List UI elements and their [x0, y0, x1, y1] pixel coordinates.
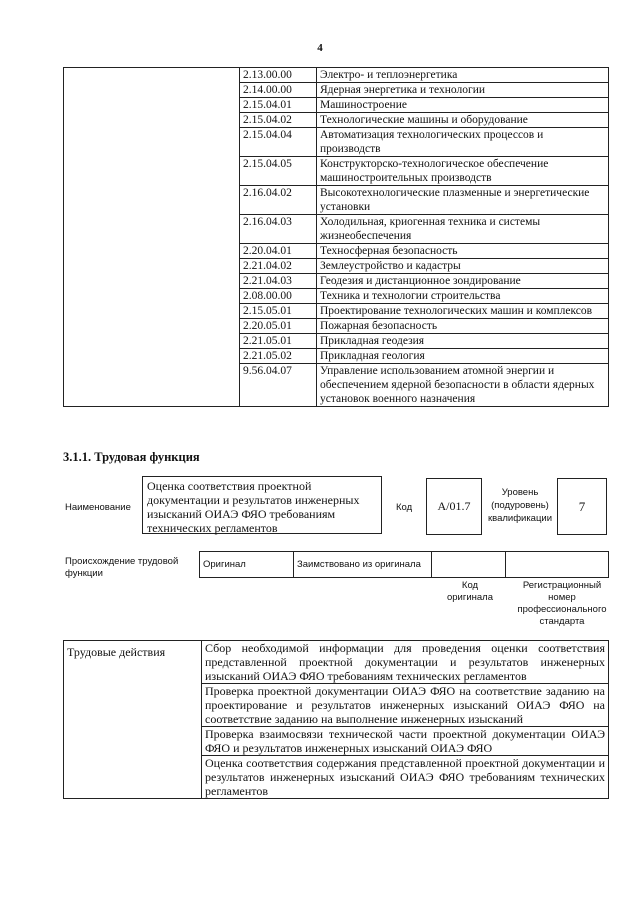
labor-actions-table	[63, 640, 609, 799]
actions-label: Трудовые действия	[64, 641, 202, 799]
action-item: Проверка проектной документации ОИАЭ ФЯО на соответствие заданию на проектирование и результатов инженерных изысканий ОИАЭ ФЯО на соответствие заданию на выполнение инженерных изысканий	[202, 684, 609, 727]
code-cell: 2.13.00.00	[240, 68, 317, 83]
table-row	[200, 552, 609, 578]
origin-original-cell: Оригинал	[200, 552, 294, 578]
code-cell: 2.15.05.01	[240, 304, 317, 319]
education-codes-table	[63, 67, 609, 407]
code-cell: 2.16.04.03	[240, 215, 317, 244]
name-cell: Высокотехнологические плазменные и энергетические установки	[317, 186, 609, 215]
function-name-box: Оценка соответствия проектной документации и результатов инженерных изысканий ОИАЭ ФЯО требованиям технических регламентов	[142, 476, 382, 534]
table-row	[64, 641, 609, 684]
name-label: Наименование	[65, 502, 131, 513]
origin-reg-caption: Регистрационный номер профессионального стандарта	[517, 580, 607, 627]
name-cell: Автоматизация технологических процессов и производств	[317, 128, 609, 157]
name-cell: Холодильная, криогенная техника и системы жизнеобеспечения	[317, 215, 609, 244]
name-cell: Ядерная энергетика и технологии	[317, 83, 609, 98]
code-cell: 2.21.05.01	[240, 334, 317, 349]
name-cell: Электро- и теплоэнергетика	[317, 68, 609, 83]
name-cell: Конструкторско-технологическое обеспечение машиностроительных производств	[317, 157, 609, 186]
origin-label: Происхождение трудовой функции	[65, 556, 179, 579]
code-cell: 9.56.04.07	[240, 364, 317, 407]
name-cell: Проектирование технологических машин и комплексов	[317, 304, 609, 319]
origin-code-cell	[432, 552, 506, 578]
name-cell: Машиностроение	[317, 98, 609, 113]
level-label: Уровень (подуровень) квалификации	[487, 487, 553, 524]
code-cell: 2.21.05.02	[240, 349, 317, 364]
name-cell: Технологические машины и оборудование	[317, 113, 609, 128]
code-cell: 2.14.00.00	[240, 83, 317, 98]
name-cell: Техносферная безопасность	[317, 244, 609, 259]
empty-cell	[64, 68, 240, 407]
code-cell: 2.16.04.02	[240, 186, 317, 215]
section-title: 3.1.1. Трудовая функция	[63, 450, 200, 464]
origin-code-caption: Код оригинала	[446, 580, 493, 603]
name-cell: Прикладная геология	[317, 349, 609, 364]
page-number: 4	[317, 42, 323, 54]
code-cell: 2.21.04.03	[240, 274, 317, 289]
origin-table	[199, 551, 609, 578]
origin-borrowed-cell: Заимствовано из оригинала	[294, 552, 432, 578]
code-cell: 2.21.04.02	[240, 259, 317, 274]
name-cell: Прикладная геодезия	[317, 334, 609, 349]
code-cell: 2.20.04.01	[240, 244, 317, 259]
name-cell: Землеустройство и кадастры	[317, 259, 609, 274]
origin-reg-cell	[506, 552, 609, 578]
name-cell: Пожарная безопасность	[317, 319, 609, 334]
name-cell: Управление использованием атомной энергии и обеспечением ядерной безопасности в области ядерных установок военного назначения	[317, 364, 609, 407]
action-item: Оценка соответствия содержания представленной проектной документации и результатов инженерных изысканий ОИАЭ ФЯО требованиям технических регламентов	[202, 756, 609, 799]
code-label: Код	[396, 502, 413, 513]
code-cell: 2.15.04.01	[240, 98, 317, 113]
table-row	[64, 68, 609, 83]
code-cell: 2.15.04.02	[240, 113, 317, 128]
code-cell: 2.08.00.00	[240, 289, 317, 304]
code-cell: 2.15.04.05	[240, 157, 317, 186]
name-cell: Техника и технологии строительства	[317, 289, 609, 304]
level-box: 7	[557, 478, 607, 535]
code-cell: 2.15.04.04	[240, 128, 317, 157]
code-cell: 2.20.05.01	[240, 319, 317, 334]
function-code-box: A/01.7	[426, 478, 482, 535]
action-item: Сбор необходимой информации для проведения оценки соответствия представленной проектной документации и результатов инженерных изысканий ОИАЭ ФЯО требованиям технических регламентов	[202, 641, 609, 684]
name-cell: Геодезия и дистанционное зондирование	[317, 274, 609, 289]
action-item: Проверка взаимосвязи технической части проектной документации ОИАЭ ФЯО и результатов инженерных изысканий ОИАЭ ФЯО	[202, 727, 609, 756]
